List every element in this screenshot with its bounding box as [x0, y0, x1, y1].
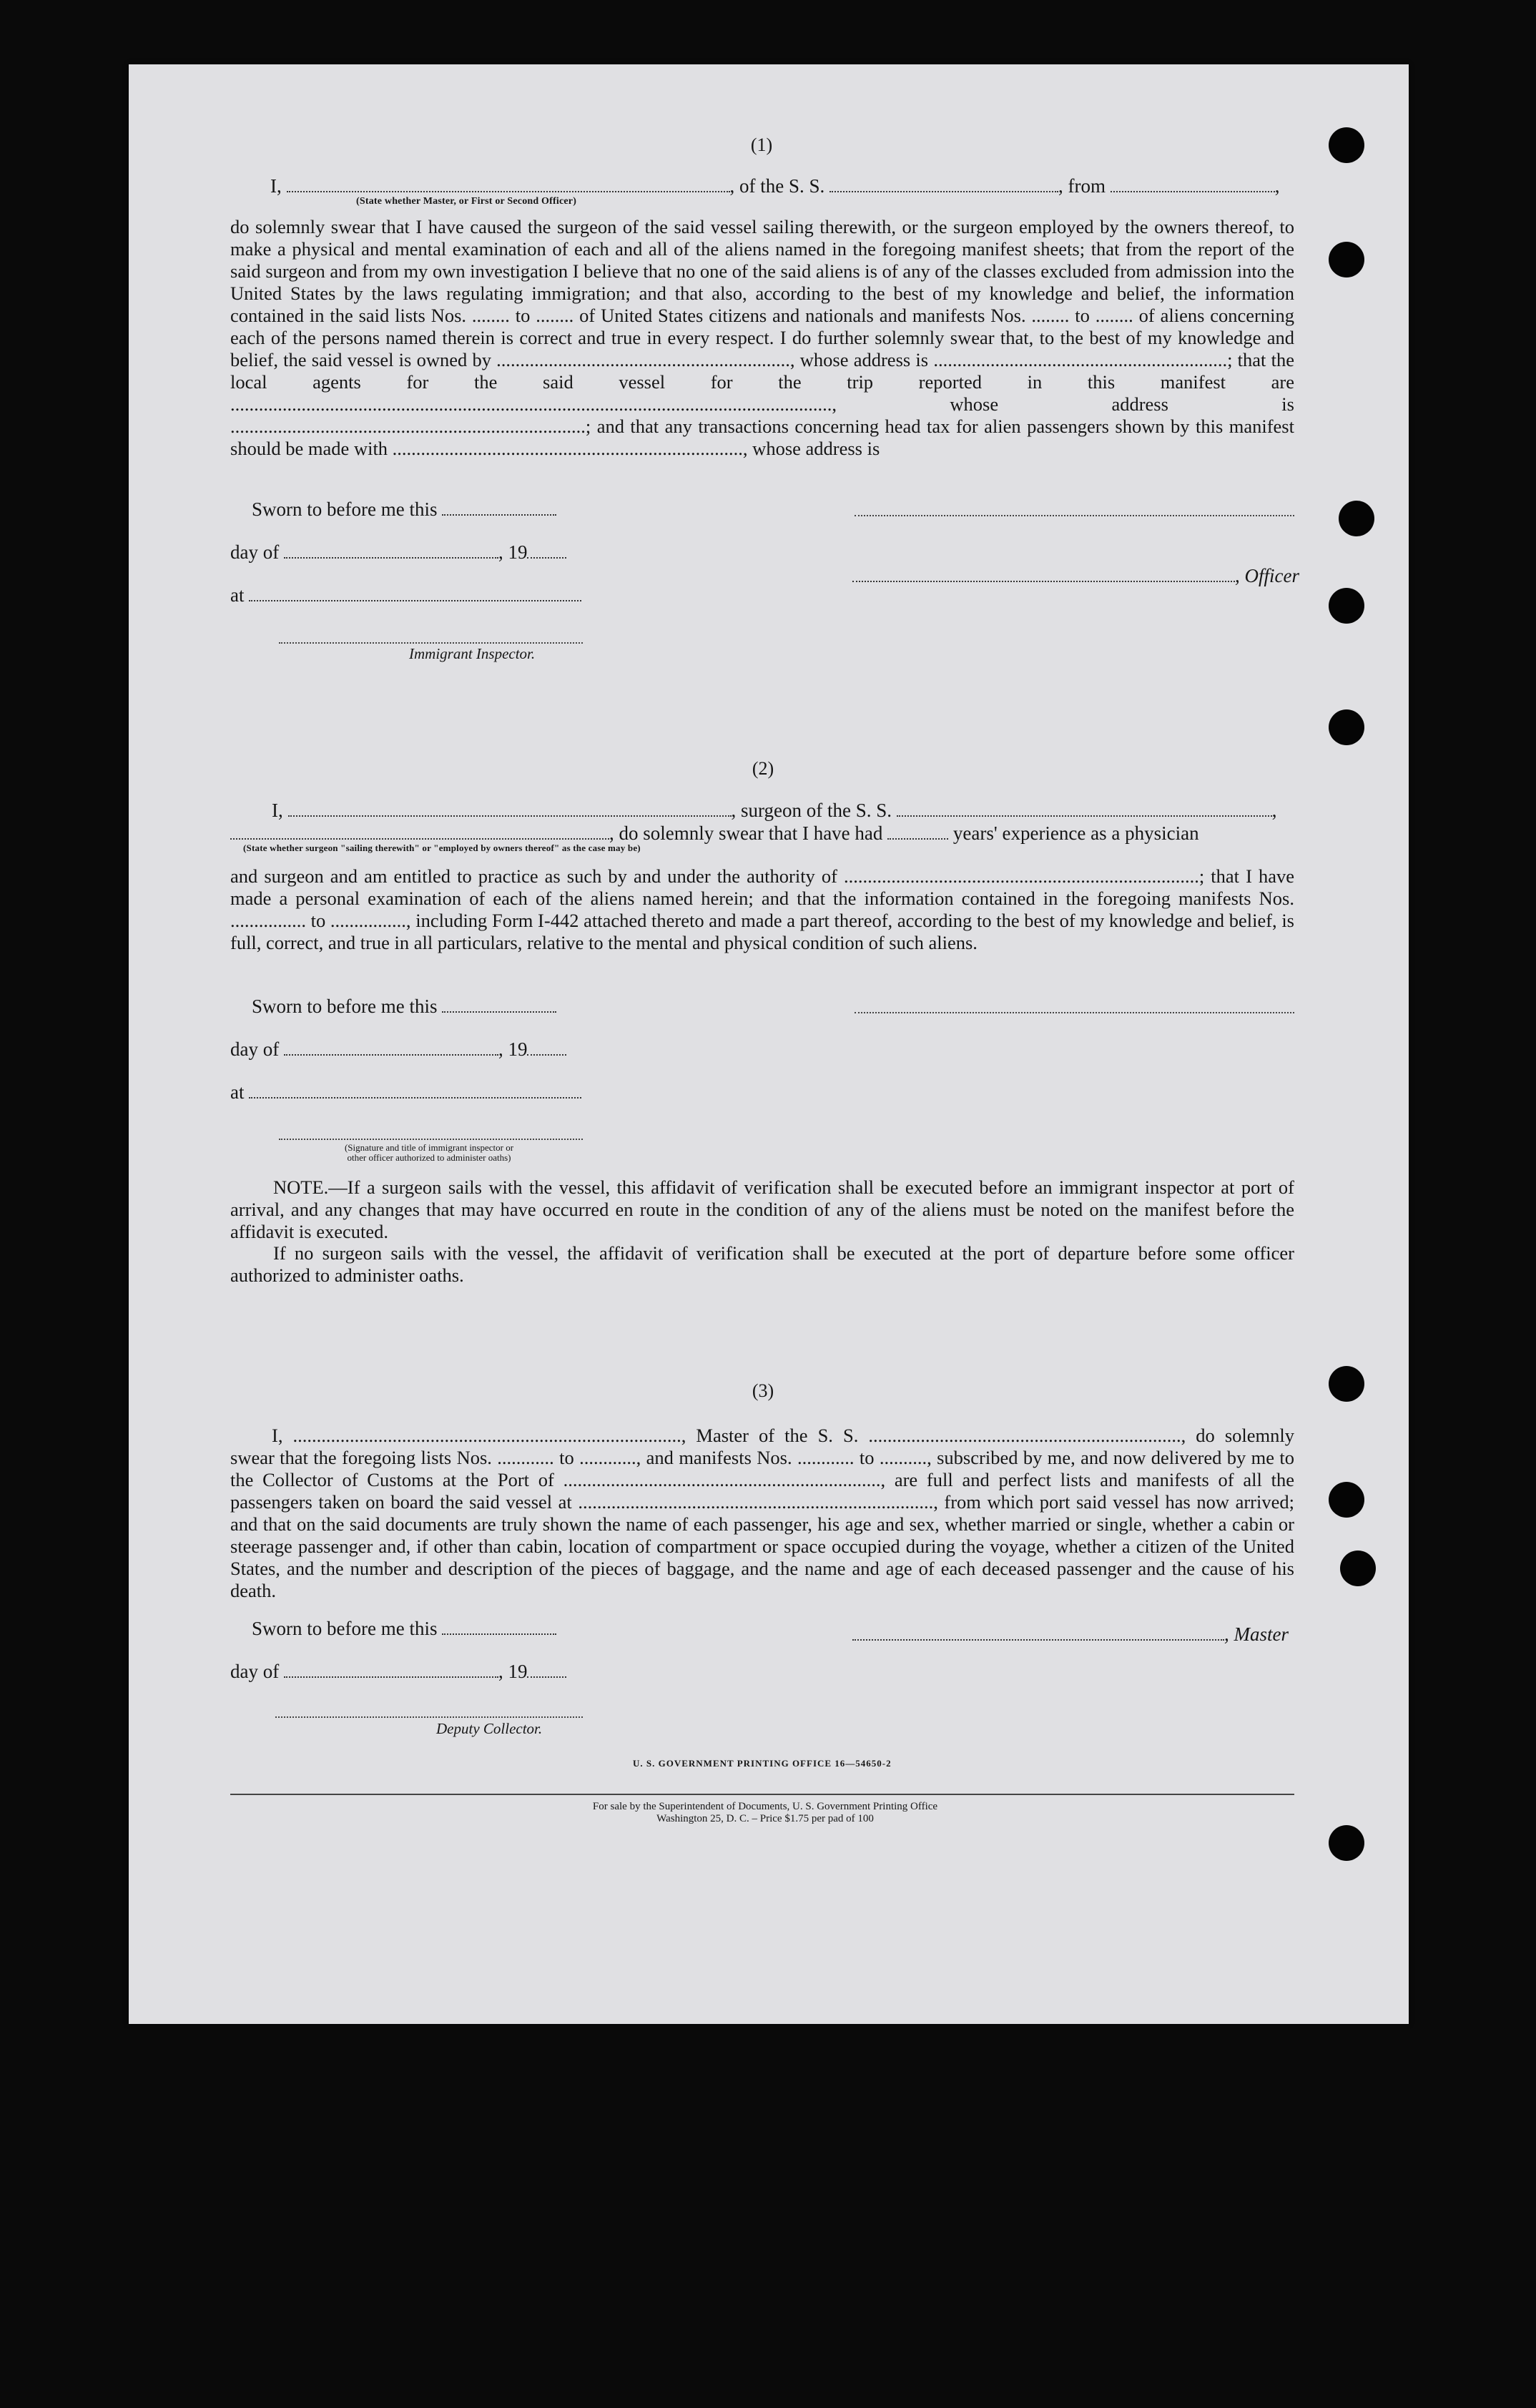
day-of-label: day of: [230, 1661, 280, 1682]
section-1-number: (1): [750, 134, 773, 155]
binder-hole: [1329, 588, 1364, 624]
surgeon-note: NOTE.—If a surgeon sails with the vessel, this affidavit of verification shall be executed before an immigrant inspector at port of arrival, and any changes that may have occurred en route in the condition of any of the aliens must be noted on the manifest before the affidavit is executed.: [230, 1176, 1294, 1242]
years-experience-field[interactable]: [887, 838, 948, 840]
at-label: at: [230, 584, 245, 606]
comma: ,: [1271, 800, 1277, 821]
section-1-day: [230, 541, 566, 564]
signature-hint-line-1: (Signature and title of immigrant inspector or: [344, 1142, 514, 1153]
surgeon-type-field[interactable]: [230, 838, 609, 840]
sale-notice-line-1: For sale by the Superintendent of Documents, U. S. Government Printing Office: [592, 1801, 938, 1812]
oath-i-label: I,: [272, 800, 283, 821]
binder-hole: [1329, 709, 1364, 745]
binder-hole: [1329, 1825, 1364, 1861]
binder-hole: [1329, 1482, 1364, 1518]
section-3-sworn: [252, 1618, 556, 1640]
binder-hole: [1340, 1551, 1376, 1586]
section-2-sworn: [252, 996, 556, 1018]
surgeon-signature-line[interactable]: [855, 1012, 1294, 1013]
section-1-at: [230, 584, 581, 606]
sale-notice-line-2: Washington 25, D. C. – Price $1.75 per pad of 100: [656, 1813, 874, 1824]
swear-label: , do solemnly swear that I have had: [609, 822, 883, 844]
inspector-signature-line[interactable]: [279, 1139, 583, 1140]
day-of-label: day of: [230, 541, 280, 563]
binder-hole: [1329, 242, 1364, 277]
experience-label: years' experience as a physician: [952, 822, 1199, 844]
at-place-field[interactable]: [249, 1097, 581, 1099]
section-3-number: (3): [752, 1380, 774, 1401]
year-field[interactable]: [527, 557, 566, 559]
year-field[interactable]: [527, 1676, 566, 1678]
binder-hole: [1329, 127, 1364, 163]
of-ss-label: , of the S. S.: [729, 175, 825, 197]
day-of-field[interactable]: [284, 557, 498, 559]
section-1-officer: [852, 565, 1299, 587]
section-2-first-line: [272, 800, 1277, 822]
officer-label: , Officer: [1235, 565, 1299, 586]
footer-rule: [230, 1794, 1294, 1795]
sworn-date-field[interactable]: [442, 1633, 556, 1635]
surgeon-hint: (State whether surgeon "sailing therewith" or "employed by owners thereof" as the case may be): [243, 842, 641, 853]
gpo-imprint: U. S. GOVERNMENT PRINTING OFFICE 16—54650-2: [633, 1758, 892, 1769]
section-1-sworn: [252, 498, 556, 521]
sworn-label: Sworn to before me this: [252, 996, 438, 1017]
section-2-body: [230, 865, 1294, 954]
master-label: , Master: [1224, 1623, 1289, 1645]
at-label: at: [230, 1081, 245, 1103]
section-3-day: [230, 1661, 566, 1683]
section-2-number: (2): [752, 758, 774, 779]
deputy-collector-label: Deputy Collector.: [436, 1720, 543, 1737]
section-2-second-line: [230, 822, 1199, 845]
surgeon-of-ss-label: , surgeon of the S. S.: [731, 800, 892, 821]
inspector-signature-line[interactable]: [279, 642, 583, 644]
section-1-paragraph: do solemnly swear that I have caused the surgeon of the said vessel sailing therewith, or the surgeon employed by the owners thereof, to make a physical and mental examination of each and all of the aliens named in the foregoing manifest sheets; that from the report of the said surgeon and from my own investigation I believe that no one of the said aliens is of any of the classes excluded from admission into the United States by the laws regulating immigration; and that also, according to the best of my knowledge and belief, the information contained in the said lists Nos. ........ to ........ of United States citizens and nationals and manifests Nos. ........ to ........ of aliens concerning each of the persons named therein is correct and true in every respect. I do further solemnly swear that, to the best of my knowledge and belief, the said vessel is owned by .............................................................., whose address is ..............................................................; that the local agents for the said vessel for the trip reported in this manifest are ..............................................................................................................................., whose address is ...........................................................................; and that any transactions concerning head tax for alien passengers shown by this manifest should be made with .........................................................................., whose address is: [230, 216, 1294, 459]
signature-hint-line-2: other officer authorized to administer oaths): [347, 1152, 511, 1163]
master-signature-field[interactable]: [852, 1639, 1224, 1641]
role-hint: (State whether Master, or First or Second Officer): [356, 196, 577, 207]
sworn-date-field[interactable]: [442, 514, 556, 516]
day-of-field[interactable]: [284, 1054, 498, 1056]
year-label: , 19: [498, 1038, 528, 1060]
oath-i-label: I,: [270, 175, 282, 197]
surgeon-name-field[interactable]: [288, 815, 732, 817]
day-of-field[interactable]: [284, 1676, 498, 1678]
year-label: , 19: [498, 1661, 528, 1682]
day-of-label: day of: [230, 1038, 280, 1060]
section-2-paragraph: and surgeon and am entitled to practice as such by and under the authority of ...........................................................................; that I have made a personal examination of each of the aliens named herein; and that the information contained in the foregoing manifests Nos. ................ to ................, including Form I-442 attached thereto and made a part thereof, according to the best of my knowledge and belief, is full, correct, and true in all particulars, relative to the mental and physical condition of such aliens.: [230, 865, 1294, 953]
year-field[interactable]: [527, 1054, 566, 1056]
sworn-label: Sworn to before me this: [252, 1618, 438, 1639]
binder-hole: [1329, 1366, 1364, 1402]
officer-signature-field[interactable]: [852, 581, 1235, 582]
vessel-name-field[interactable]: [829, 191, 1058, 192]
section-2-day: [230, 1038, 566, 1061]
from-port-field[interactable]: [1111, 191, 1275, 192]
sale-notice: [443, 1801, 1087, 1825]
officer-name-field[interactable]: [287, 191, 730, 192]
section-3-master: [852, 1623, 1289, 1646]
section-2-at: [230, 1081, 581, 1104]
binder-hole: [1339, 501, 1374, 536]
no-surgeon-note: If no surgeon sails with the vessel, the affidavit of verification shall be executed at the port of departure before some officer authorized to administer oaths.: [230, 1242, 1294, 1286]
collector-signature-line[interactable]: [275, 1716, 583, 1718]
year-label: , 19: [498, 541, 528, 563]
sworn-date-field[interactable]: [442, 1011, 556, 1013]
section-1-first-line: [270, 175, 1280, 197]
sworn-label: Sworn to before me this: [252, 498, 438, 520]
from-label: , from: [1058, 175, 1106, 197]
vessel-name-field[interactable]: [897, 815, 1272, 817]
section-3-paragraph: I, .................................................................................., Master of the S. S. .................................................................., do solemnly swear that the foregoing lists Nos. ............ to ............, and manifests Nos. ............ to .........., subscribed by me, and now delivered by me to the Collector of Customs at the Port of ..................................................................., are full and perfect lists and manifests of all the passengers taken on board the said vessel at ..........................................................................., from which port said vessel has now arrived; and that on the said documents are truly shown the name of each passenger, his age and sex, whether married or single, whether a cabin or steerage passenger and, if other than cabin, location of compartment or space occupied during the voyage, whether a citizen of the United States, and the number and description of the pieces of baggage, and the name and age of each deceased passenger and the cause of his death.: [230, 1425, 1294, 1601]
comma: ,: [1274, 175, 1280, 197]
inspector-label: Immigrant Inspector.: [409, 645, 536, 662]
at-place-field[interactable]: [249, 600, 581, 601]
signature-hint: [257, 1143, 601, 1163]
section-1-body: [230, 216, 1294, 460]
signature-line[interactable]: [855, 515, 1294, 516]
section-3-body: [230, 1425, 1294, 1602]
